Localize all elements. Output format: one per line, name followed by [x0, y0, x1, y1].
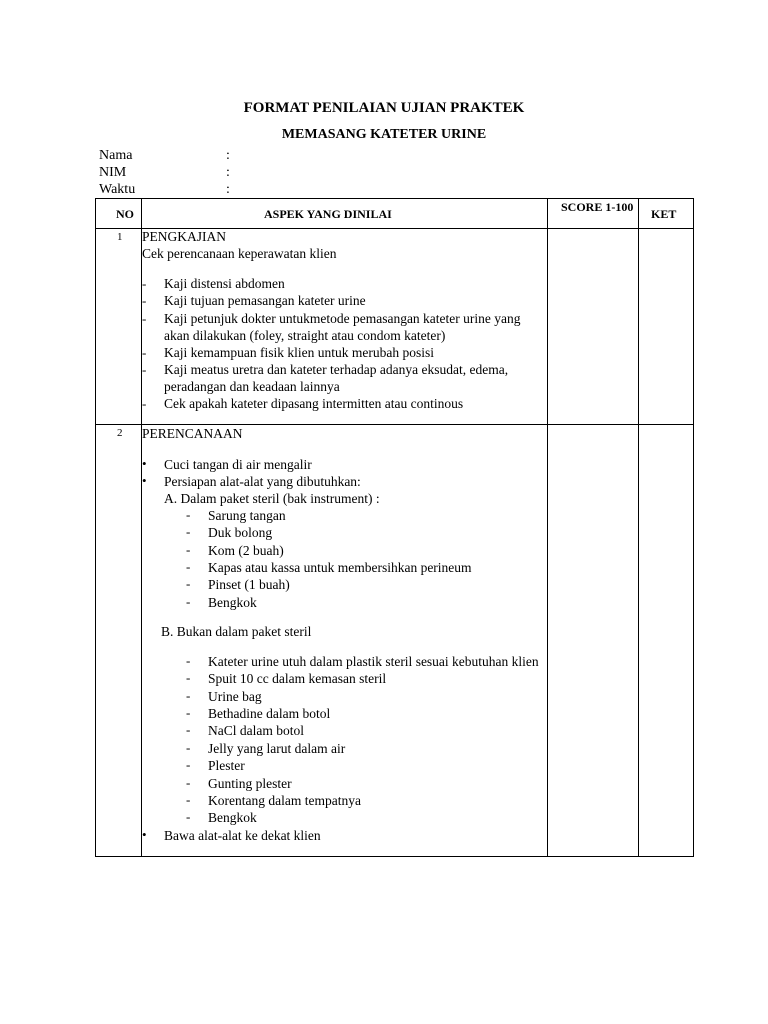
list-item: NaCl dalam botol: [208, 723, 304, 738]
field-waktu: [99, 181, 230, 198]
bullet-marker: •: [142, 827, 147, 842]
header-no: NO: [116, 207, 134, 221]
field-nama: [99, 147, 230, 164]
dash-marker: -: [142, 345, 147, 360]
header-score: SCORE 1-100: [561, 200, 634, 214]
list-item: Kaji kemampuan fisik klien untuk merubah posisi: [164, 345, 434, 360]
header-aspek: ASPEK YANG DINILAI: [264, 207, 392, 221]
assessment-table: [95, 198, 694, 857]
page-title: FORMAT PENILAIAN UJIAN PRAKTEK: [243, 100, 525, 116]
list-item: Kateter urine utuh dalam plastik steril sesuai kebutuhan klien: [208, 654, 539, 669]
dash-marker: -: [186, 705, 191, 720]
dash-marker: -: [186, 594, 191, 609]
field-label: NIM: [99, 165, 127, 180]
list-item: Spuit 10 cc dalam kemasan steril: [208, 671, 387, 686]
dash-marker: -: [186, 653, 191, 668]
list-item: Duk bolong: [208, 525, 273, 540]
subsection-b: B. Bukan dalam paket steril: [161, 624, 312, 639]
dash-marker: -: [186, 775, 191, 790]
bullet-item: Persiapan alat-alat yang dibutuhkan:: [164, 474, 361, 489]
list-item: Kaji petunjuk dokter untukmetode pemasangan kateter urine yang: [164, 311, 521, 326]
list-item: Kaji distensi abdomen: [164, 276, 285, 291]
dash-marker: -: [142, 276, 147, 291]
list-item-continuation: peradangan dan keadaan lainnya: [164, 379, 340, 394]
dash-marker: -: [186, 670, 191, 685]
dash-marker: -: [186, 757, 191, 772]
field-separator: :: [226, 165, 230, 180]
list-item: Pinset (1 buah): [208, 577, 290, 592]
list-item: Cek apakah kateter dipasang intermitten atau continous: [164, 396, 464, 411]
list-item: Sarung tangan: [208, 508, 286, 523]
dash-marker: -: [142, 362, 147, 377]
field-nim: [99, 164, 230, 181]
dash-marker: -: [186, 792, 191, 807]
dash-marker: -: [186, 688, 191, 703]
field-label: Waktu: [99, 182, 136, 197]
header-ket: KET: [651, 207, 677, 221]
page-subtitle: MEMASANG KATETER URINE: [281, 127, 487, 142]
section-heading: PERENCANAAN: [142, 426, 243, 441]
row-number: 1: [117, 231, 123, 243]
list-item: Kaji meatus uretra dan kateter terhadap adanya eksudat, edema,: [164, 362, 509, 377]
dash-marker: -: [186, 507, 191, 522]
bullet-marker: •: [142, 473, 147, 488]
list-item: Kaji tujuan pemasangan kateter urine: [164, 293, 366, 308]
list-item: Kom (2 buah): [208, 543, 284, 558]
dash-marker: -: [142, 293, 147, 308]
dash-marker: -: [186, 740, 191, 755]
dash-marker: -: [142, 396, 147, 411]
bullet-item: Bawa alat-alat ke dekat klien: [164, 828, 321, 843]
dash-marker: -: [186, 524, 191, 539]
dash-marker: -: [142, 311, 147, 326]
dash-marker: -: [186, 542, 191, 557]
bullet-marker: •: [142, 456, 147, 471]
section-heading: PENGKAJIAN: [142, 229, 226, 244]
field-separator: :: [226, 182, 230, 197]
list-item: Jelly yang larut dalam air: [208, 741, 346, 756]
list-item: Bengkok: [208, 595, 257, 610]
column-divider: [638, 199, 639, 856]
list-item: Bethadine dalam botol: [208, 706, 331, 721]
dash-marker: -: [186, 576, 191, 591]
column-divider: [547, 199, 548, 856]
list-item: Kapas atau kassa untuk membersihkan perineum: [208, 560, 472, 575]
list-item: Bengkok: [208, 810, 257, 825]
bullet-item: Cuci tangan di air mengalir: [164, 457, 312, 472]
list-item: Plester: [208, 758, 245, 773]
row-number: 2: [117, 427, 123, 439]
list-item: Korentang dalam tempatnya: [208, 793, 361, 808]
dash-marker: -: [186, 722, 191, 737]
list-item: Urine bag: [208, 689, 262, 704]
list-item-continuation: akan dilakukan (foley, straight atau condom kateter): [164, 328, 446, 343]
field-label: Nama: [99, 148, 133, 163]
field-separator: :: [226, 148, 230, 163]
section-intro: Cek perencanaan keperawatan klien: [142, 246, 337, 261]
dash-marker: -: [186, 809, 191, 824]
subsection-a: A. Dalam paket steril (bak instrument) :: [164, 491, 380, 506]
dash-marker: -: [186, 559, 191, 574]
list-item: Gunting plester: [208, 776, 292, 791]
